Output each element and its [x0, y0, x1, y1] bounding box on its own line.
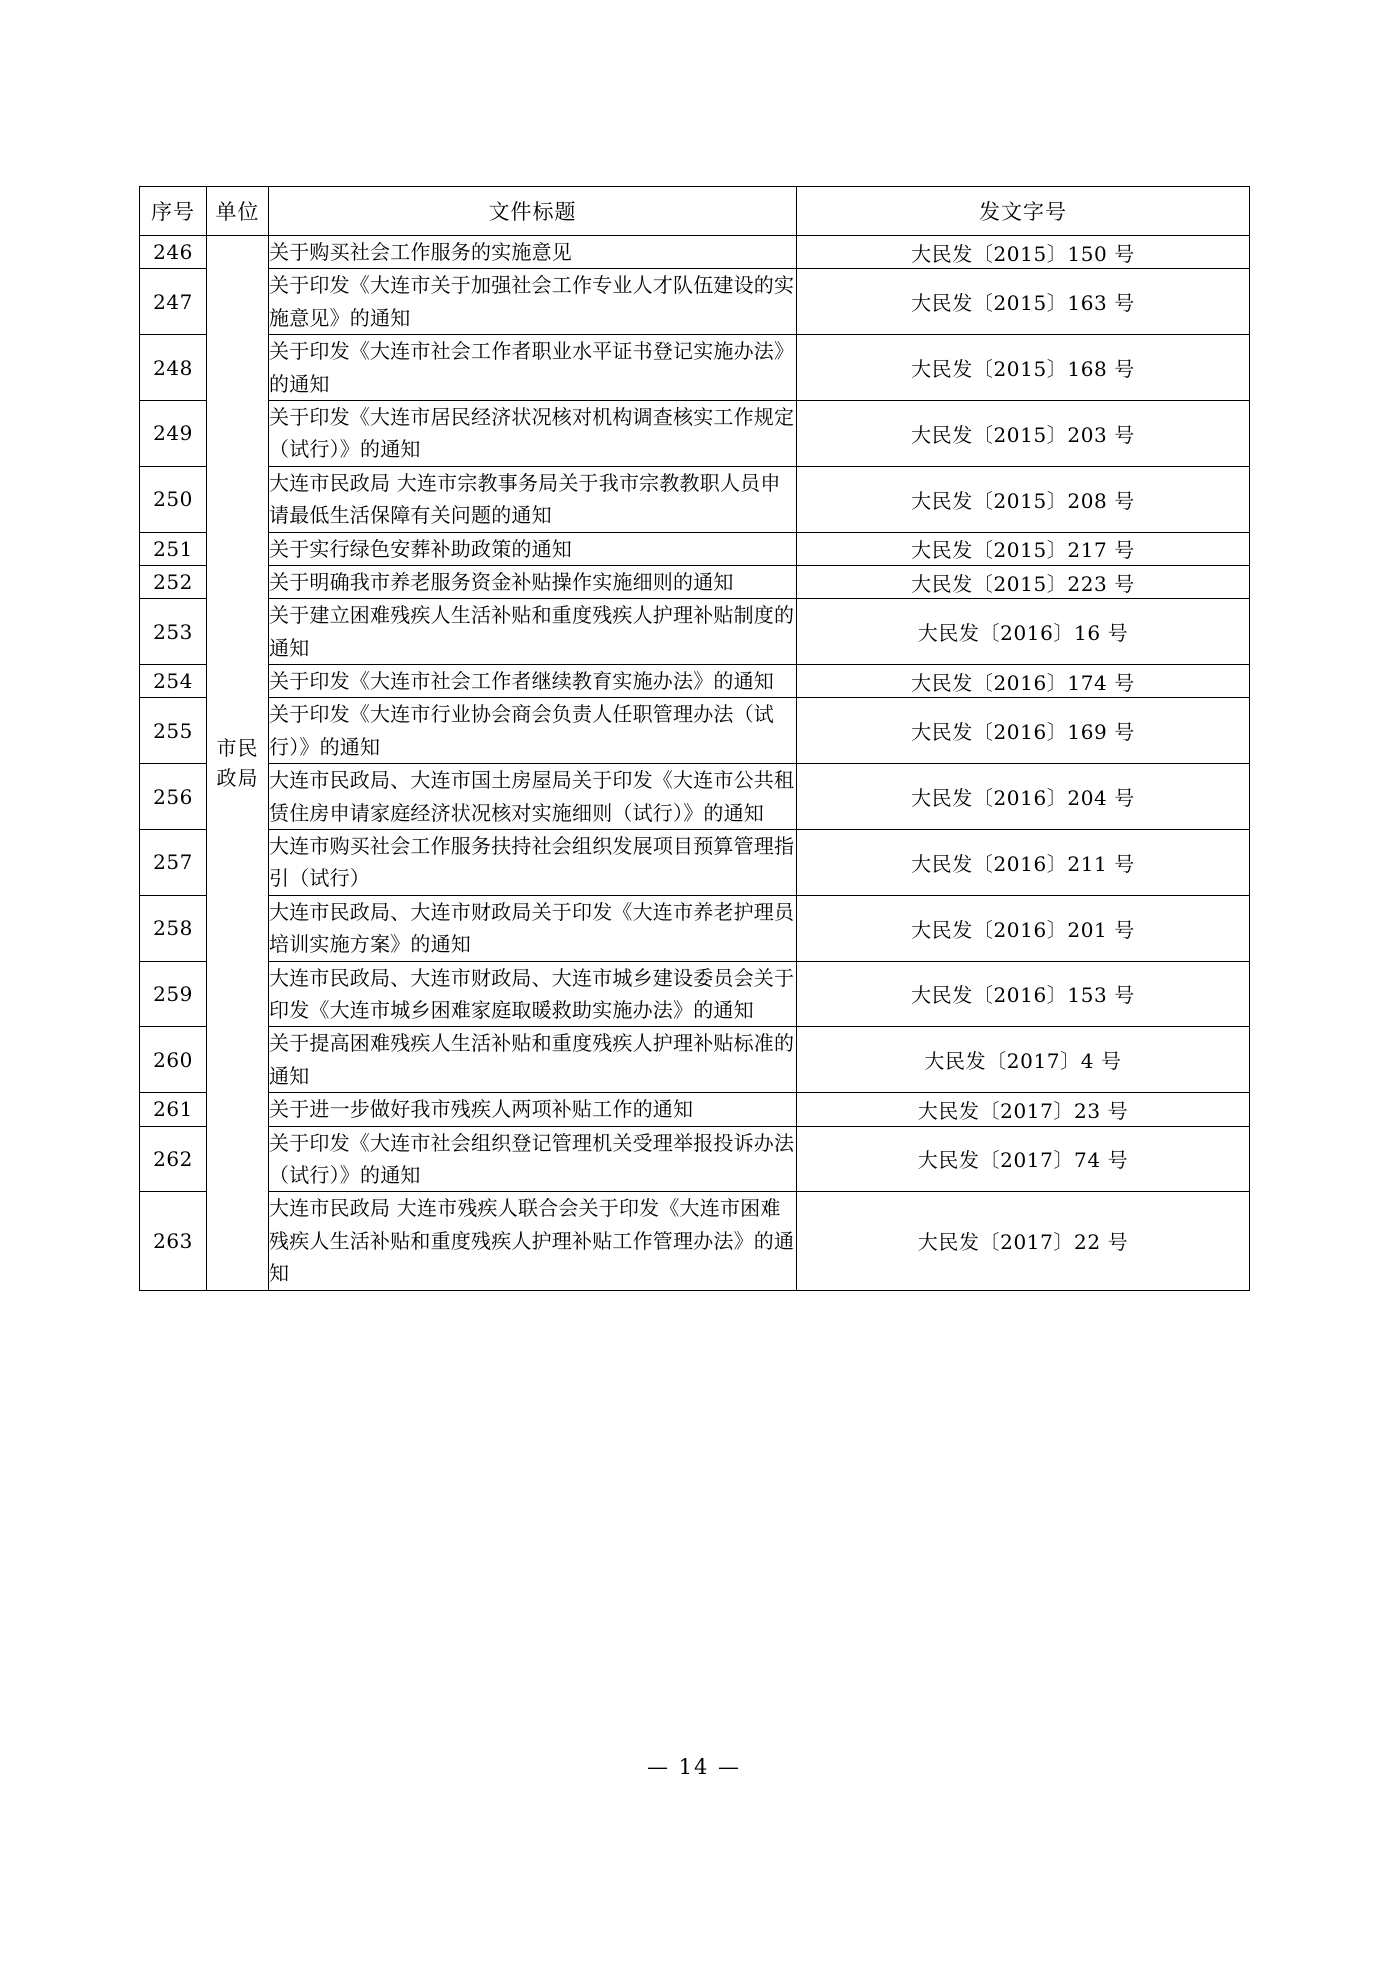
cell-seq: 260	[140, 1027, 207, 1093]
cell-document-number: 大民发〔2017〕4 号	[797, 1027, 1250, 1093]
cell-title: 关于印发《大连市社会组织登记管理机关受理举报投诉办法（试行）》的通知	[269, 1126, 797, 1192]
cell-title: 关于印发《大连市社会工作者职业水平证书登记实施办法》的通知	[269, 335, 797, 401]
column-header-seq: 序号	[140, 187, 207, 236]
cell-seq: 261	[140, 1093, 207, 1126]
cell-title: 大连市民政局 大连市宗教事务局关于我市宗教教职人员申请最低生活保障有关问题的通知	[269, 466, 797, 532]
cell-document-number: 大民发〔2017〕23 号	[797, 1093, 1250, 1126]
column-header-title: 文件标题	[269, 187, 797, 236]
cell-document-number: 大民发〔2017〕74 号	[797, 1126, 1250, 1192]
cell-title: 大连市民政局、大连市国土房屋局关于印发《大连市公共租赁住房申请家庭经济状况核对实施细则（试行）》的通知	[269, 764, 797, 830]
cell-document-number: 大民发〔2016〕174 号	[797, 665, 1250, 698]
table-body	[140, 236, 1250, 1291]
cell-document-number: 大民发〔2015〕208 号	[797, 466, 1250, 532]
table-row	[140, 961, 1250, 1027]
page-number-footer: — 14 —	[646, 1755, 742, 1779]
cell-title: 关于建立困难残疾人生活补贴和重度残疾人护理补贴制度的通知	[269, 599, 797, 665]
cell-title: 关于实行绿色安葬补助政策的通知	[269, 532, 797, 565]
cell-document-number: 大民发〔2015〕217 号	[797, 532, 1250, 565]
table-row	[140, 698, 1250, 764]
table-row	[140, 599, 1250, 665]
cell-seq: 248	[140, 335, 207, 401]
cell-title: 关于印发《大连市关于加强社会工作专业人才队伍建设的实施意见》的通知	[269, 269, 797, 335]
table-row	[140, 1027, 1250, 1093]
cell-document-number: 大民发〔2016〕204 号	[797, 764, 1250, 830]
cell-title: 关于印发《大连市社会工作者继续教育实施办法》的通知	[269, 665, 797, 698]
table-header-row	[140, 187, 1250, 236]
cell-seq: 256	[140, 764, 207, 830]
table-row	[140, 335, 1250, 401]
table-row	[140, 466, 1250, 532]
cell-title: 关于印发《大连市行业协会商会负责人任职管理办法（试行）》的通知	[269, 698, 797, 764]
table-row	[140, 665, 1250, 698]
cell-title: 关于进一步做好我市残疾人两项补贴工作的通知	[269, 1093, 797, 1126]
cell-seq: 246	[140, 236, 207, 269]
table-row	[140, 532, 1250, 565]
cell-document-number: 大民发〔2016〕211 号	[797, 830, 1250, 896]
cell-document-number: 大民发〔2015〕150 号	[797, 236, 1250, 269]
cell-document-number: 大民发〔2015〕223 号	[797, 565, 1250, 598]
cell-title: 大连市民政局、大连市财政局、大连市城乡建设委员会关于印发《大连市城乡困难家庭取暖救助实施办法》的通知	[269, 961, 797, 1027]
cell-document-number: 大民发〔2015〕163 号	[797, 269, 1250, 335]
cell-seq: 258	[140, 895, 207, 961]
cell-seq: 249	[140, 400, 207, 466]
cell-seq: 250	[140, 466, 207, 532]
cell-seq: 253	[140, 599, 207, 665]
cell-document-number: 大民发〔2016〕16 号	[797, 599, 1250, 665]
cell-unit: 市民政局	[207, 236, 269, 1291]
table-row	[140, 1192, 1250, 1290]
table-header	[140, 187, 1250, 236]
table-row	[140, 236, 1250, 269]
cell-seq: 251	[140, 532, 207, 565]
cell-seq: 259	[140, 961, 207, 1027]
cell-document-number: 大民发〔2016〕153 号	[797, 961, 1250, 1027]
cell-title: 关于购买社会工作服务的实施意见	[269, 236, 797, 269]
table-row	[140, 1126, 1250, 1192]
column-header-unit: 单位	[207, 187, 269, 236]
cell-seq: 263	[140, 1192, 207, 1290]
cell-seq: 252	[140, 565, 207, 598]
cell-seq: 254	[140, 665, 207, 698]
cell-seq: 262	[140, 1126, 207, 1192]
column-header-number: 发文字号	[797, 187, 1250, 236]
cell-document-number: 大民发〔2016〕201 号	[797, 895, 1250, 961]
policy-document-table-wrapper	[139, 186, 1249, 1291]
cell-document-number: 大民发〔2015〕203 号	[797, 400, 1250, 466]
cell-document-number: 大民发〔2017〕22 号	[797, 1192, 1250, 1290]
cell-title: 关于提高困难残疾人生活补贴和重度残疾人护理补贴标准的通知	[269, 1027, 797, 1093]
table-row	[140, 830, 1250, 896]
table-row	[140, 895, 1250, 961]
table-row	[140, 764, 1250, 830]
cell-seq: 247	[140, 269, 207, 335]
cell-seq: 255	[140, 698, 207, 764]
table-row	[140, 269, 1250, 335]
cell-document-number: 大民发〔2016〕169 号	[797, 698, 1250, 764]
cell-title: 关于印发《大连市居民经济状况核对机构调查核实工作规定（试行）》的通知	[269, 400, 797, 466]
cell-title: 关于明确我市养老服务资金补贴操作实施细则的通知	[269, 565, 797, 598]
cell-title: 大连市购买社会工作服务扶持社会组织发展项目预算管理指引（试行）	[269, 830, 797, 896]
cell-seq: 257	[140, 830, 207, 896]
policy-document-table	[139, 186, 1250, 1291]
cell-title: 大连市民政局、大连市财政局关于印发《大连市养老护理员培训实施方案》的通知	[269, 895, 797, 961]
cell-title: 大连市民政局 大连市残疾人联合会关于印发《大连市困难残疾人生活补贴和重度残疾人护理补贴工作管理办法》的通知	[269, 1192, 797, 1290]
cell-document-number: 大民发〔2015〕168 号	[797, 335, 1250, 401]
table-row	[140, 565, 1250, 598]
table-row	[140, 1093, 1250, 1126]
table-row	[140, 400, 1250, 466]
